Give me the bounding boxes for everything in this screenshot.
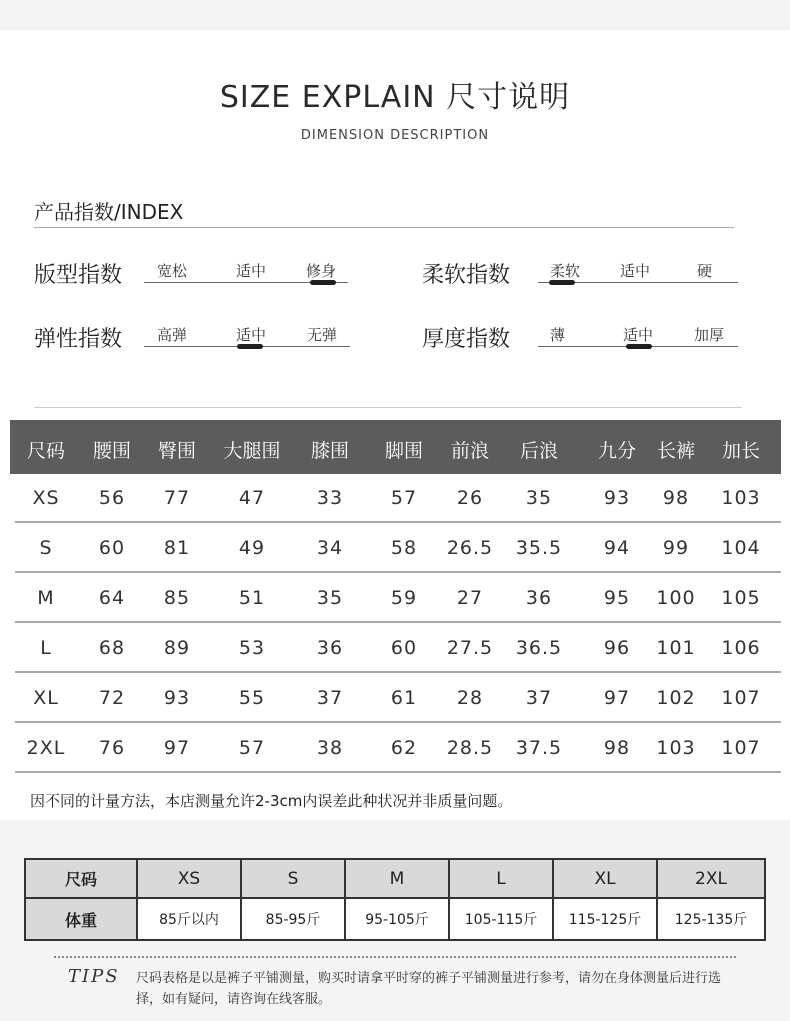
tips-label: TIPS (68, 966, 120, 987)
size-table-cell: 58 (390, 537, 418, 559)
size-table-cell: 100 (656, 587, 696, 609)
size-table-cell: 57 (390, 487, 418, 509)
softness-option-medium: 适中 (620, 262, 651, 280)
size-table-cell: 36.5 (515, 637, 563, 659)
size-table-cell: 93 (603, 487, 631, 509)
size-table-cell: 56 (98, 487, 126, 509)
size-table-cell: 93 (163, 687, 191, 709)
softness-selected-marker (549, 280, 575, 285)
size-table-cell: 103 (656, 737, 696, 759)
size-table-cell: 49 (238, 537, 266, 559)
size-table-cell: 97 (163, 737, 191, 759)
fit-option-loose: 宽松 (157, 262, 188, 280)
size-table-header-cell: 九分 (597, 440, 637, 462)
size-table-cell: 60 (98, 537, 126, 559)
size-table-cell: 34 (316, 537, 344, 559)
weight-table-cell: XL (553, 859, 657, 898)
size-table-cell: 96 (603, 637, 631, 659)
weight-table-cell: 尺码 (25, 859, 137, 898)
size-table-cell: 47 (238, 487, 266, 509)
size-table-header-cell: 后浪 (519, 440, 559, 462)
size-table-cell: 101 (656, 637, 696, 659)
weight-table-cell: 115-125斤 (553, 898, 657, 940)
size-table-header-cell: 脚围 (384, 440, 424, 462)
thickness-option-thin: 薄 (550, 326, 566, 344)
size-table-cell: 28.5 (446, 737, 494, 759)
weight-table-cell: M (345, 859, 449, 898)
size-table-cell: 36 (316, 637, 344, 659)
size-table-row-divider (15, 571, 781, 573)
index-heading: 产品指数/INDEX (34, 200, 184, 224)
weight-table-body-row (25, 898, 765, 940)
size-table-cell: 33 (316, 487, 344, 509)
size-table-cell: 59 (390, 587, 418, 609)
weight-table-cell: 85-95斤 (241, 898, 345, 940)
size-table-cell: 76 (98, 737, 126, 759)
size-table-size-cell: 2XL (26, 737, 66, 759)
weight-table (24, 858, 766, 941)
size-table-cell: 61 (390, 687, 418, 709)
size-table-cell: 55 (238, 687, 266, 709)
elasticity-option-medium: 适中 (236, 326, 267, 344)
size-table-header-cell: 膝围 (310, 440, 350, 462)
size-table-header-cell: 臀围 (157, 440, 197, 462)
fit-selected-marker (310, 280, 336, 285)
softness-option-hard: 硬 (697, 262, 713, 280)
page-subtitle: DIMENSION DESCRIPTION (300, 128, 490, 143)
size-table-cell: 68 (98, 637, 126, 659)
weight-table-cell: 2XL (657, 859, 765, 898)
size-table-header-cell: 加长 (721, 440, 761, 462)
size-table-cell: 102 (656, 687, 696, 709)
size-table-cell: 26 (456, 487, 484, 509)
softness-index-label: 柔软指数 (422, 263, 511, 288)
weight-table-cell: 125-135斤 (657, 898, 765, 940)
size-table-cell: 97 (603, 687, 631, 709)
size-table-cell: 57 (238, 737, 266, 759)
fit-index-label: 版型指数 (34, 263, 123, 288)
size-table-cell: 81 (163, 537, 191, 559)
softness-option-soft: 柔软 (550, 262, 581, 280)
size-table-cell: 36 (525, 587, 553, 609)
size-table-cell: 94 (603, 537, 631, 559)
size-table-cell: 98 (603, 737, 631, 759)
tips-divider (54, 956, 736, 958)
fit-option-regular: 适中 (236, 262, 267, 280)
weight-table-cell: S (241, 859, 345, 898)
size-table-cell: 72 (98, 687, 126, 709)
size-table-cell: 99 (662, 537, 690, 559)
size-table-cell: 103 (721, 487, 761, 509)
weight-table-header-row (25, 859, 765, 898)
size-table-cell: 104 (721, 537, 761, 559)
size-table-cell: 26.5 (446, 537, 494, 559)
size-table-cell: 85 (163, 587, 191, 609)
size-table-cell: 89 (163, 637, 191, 659)
index-heading-divider (34, 227, 734, 228)
size-table-size-cell: L (40, 637, 52, 659)
size-table-header-cell: 前浪 (450, 440, 490, 462)
measurement-note: 因不同的计量方法，本店测量允许2-3cm内误差此种状况并非质量问题。 (30, 792, 513, 810)
size-table-cell: 107 (721, 687, 761, 709)
elasticity-option-high: 高弹 (157, 326, 188, 344)
weight-table-cell: 95-105斤 (345, 898, 449, 940)
size-table-cell: 27.5 (446, 637, 494, 659)
elasticity-option-none: 无弹 (307, 326, 338, 344)
size-table-cell: 98 (662, 487, 690, 509)
size-table-cell: 37 (525, 687, 553, 709)
thickness-selected-marker (626, 344, 652, 349)
size-table-size-cell: XS (32, 487, 60, 509)
elasticity-index-label: 弹性指数 (34, 327, 123, 352)
size-table-cell: 51 (238, 587, 266, 609)
size-table-cell: 35 (525, 487, 553, 509)
size-table-row-divider (15, 721, 781, 723)
size-table-cell: 38 (316, 737, 344, 759)
size-table-cell: 27 (456, 587, 484, 609)
weight-table-cell: 体重 (25, 898, 137, 940)
index-section-divider (34, 407, 742, 408)
size-table-row-divider (15, 621, 781, 623)
weight-table-cell: 105-115斤 (449, 898, 553, 940)
size-table-row-divider (15, 671, 781, 673)
thickness-option-thick: 加厚 (694, 326, 725, 344)
size-table-header-cell: 腰围 (92, 440, 132, 462)
size-table-cell: 95 (603, 587, 631, 609)
size-table-cell: 28 (456, 687, 484, 709)
weight-table-cell: L (449, 859, 553, 898)
size-table-row-divider (15, 521, 781, 523)
size-table-size-cell: M (37, 587, 55, 609)
size-table-cell: 77 (163, 487, 191, 509)
size-table-size-cell: S (39, 537, 53, 559)
size-table-cell: 62 (390, 737, 418, 759)
size-table-cell: 106 (721, 637, 761, 659)
size-table-cell: 37.5 (515, 737, 563, 759)
tips-text: 尺码表格是以是裤子平铺测量，购买时请拿平时穿的裤子平铺测量进行参考，请勿在身体测量后进行选择，如有疑问，请咨询在线客服。 (136, 971, 722, 1007)
size-table-cell: 107 (721, 737, 761, 759)
elasticity-selected-marker (237, 344, 263, 349)
size-table-header-cell: 尺码 (26, 440, 66, 462)
size-table-cell: 53 (238, 637, 266, 659)
size-table-cell: 35 (316, 587, 344, 609)
page-title: SIZE EXPLAIN 尺寸说明 (219, 80, 571, 115)
size-table-header-cell: 大腿围 (223, 440, 281, 462)
thickness-option-medium: 适中 (623, 326, 654, 344)
size-table-cell: 105 (721, 587, 761, 609)
size-table-row-divider (15, 771, 781, 773)
size-table-cell: 60 (390, 637, 418, 659)
size-table-cell: 35.5 (515, 537, 563, 559)
size-table-cell: 37 (316, 687, 344, 709)
size-table-size-cell: XL (33, 687, 59, 709)
weight-table-cell: 85斤以内 (137, 898, 241, 940)
size-table-cell: 64 (98, 587, 126, 609)
size-table-header-cell: 长裤 (656, 440, 696, 462)
fit-option-slim: 修身 (306, 262, 337, 280)
weight-table-cell: XS (137, 859, 241, 898)
thickness-index-label: 厚度指数 (422, 327, 511, 352)
